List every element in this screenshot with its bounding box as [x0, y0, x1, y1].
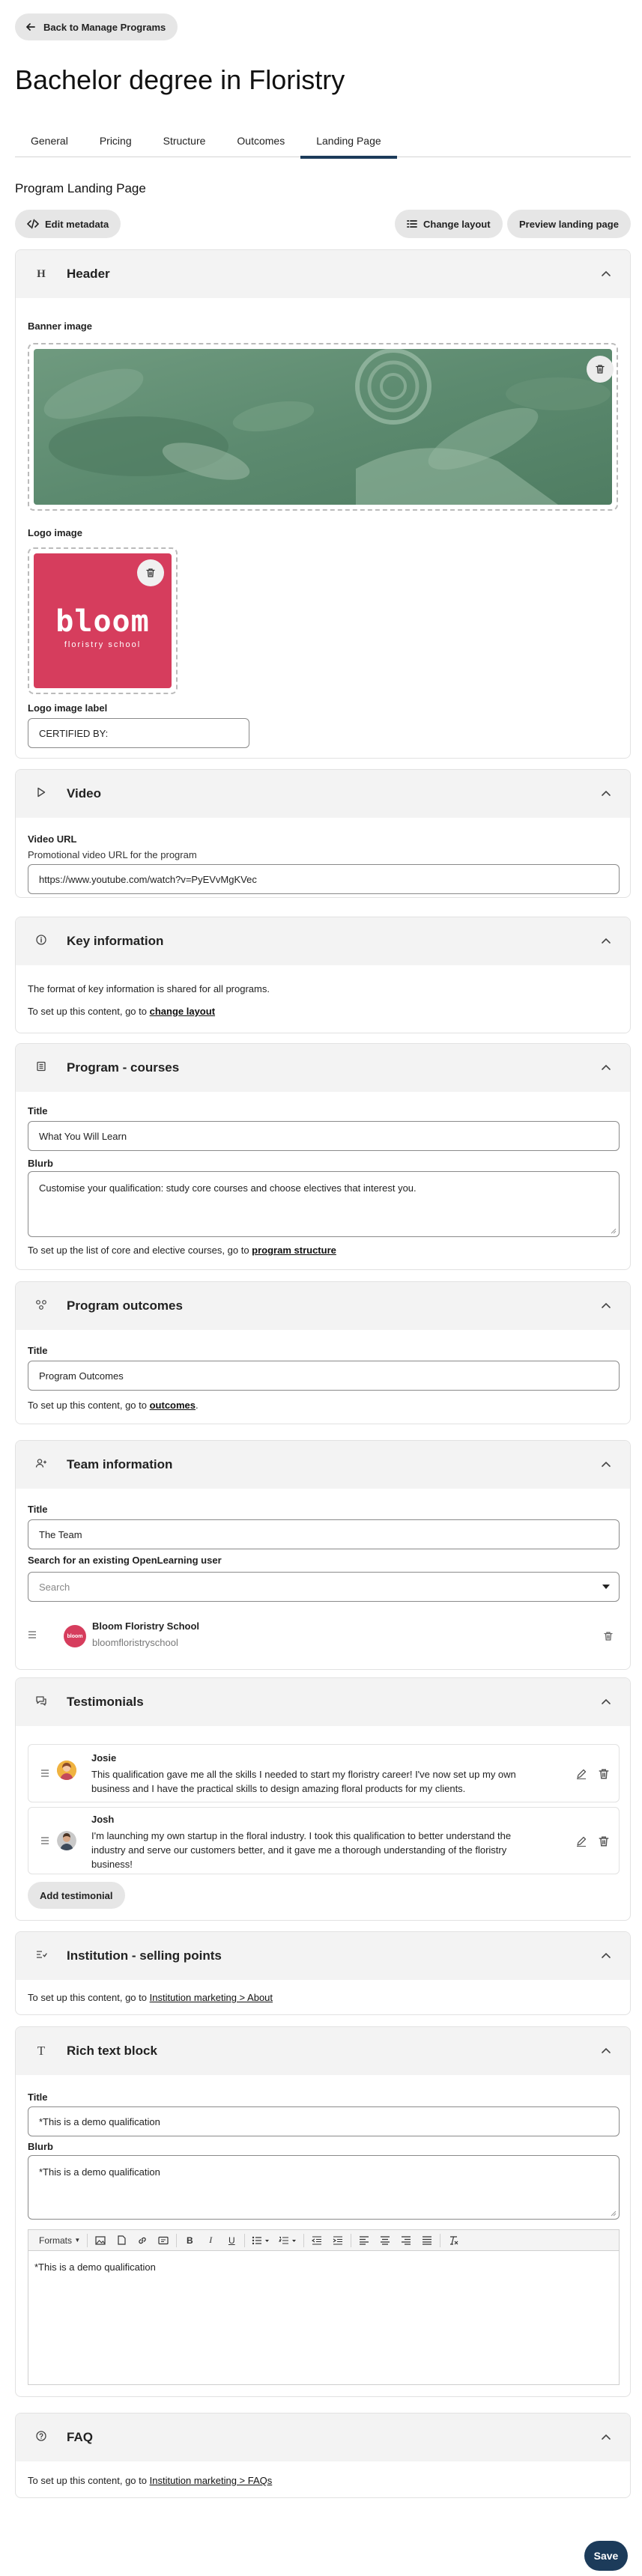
- key-information-section-head[interactable]: [16, 917, 630, 965]
- team-information-section: [15, 1440, 631, 1670]
- tab-general[interactable]: General: [31, 135, 68, 147]
- tab-landing-page[interactable]: Landing Page: [300, 127, 396, 157]
- preview-landing-page-label: Preview landing page: [519, 218, 619, 230]
- formats-label: Formats: [39, 2235, 73, 2246]
- toolbar-divider: [87, 2234, 88, 2247]
- clear-format-icon[interactable]: [443, 2230, 464, 2251]
- faq-footer-prefix: To set up this content, go to: [28, 2475, 150, 2486]
- bold-icon[interactable]: B: [186, 2235, 193, 2246]
- courses-blurb-text: Customise your qualification: study core courses and choose electives that interest you.: [39, 1182, 417, 1194]
- logo-brand-text: bloom: [55, 604, 150, 639]
- team-title-label: Title: [28, 1504, 48, 1515]
- question-icon: [34, 2431, 49, 2444]
- courses-footer: [28, 1245, 336, 1256]
- key-information-footer-prefix: To set up this content, go to: [28, 1006, 150, 1017]
- align-justify-icon[interactable]: [417, 2230, 437, 2251]
- change-layout-button[interactable]: [395, 210, 503, 238]
- testimonial-name: Josh: [91, 1814, 115, 1825]
- testimonial-card: [28, 1807, 620, 1874]
- rich-text-editor[interactable]: *This is a demo qualification: [28, 2250, 620, 2385]
- team-information-section-head[interactable]: [16, 1441, 630, 1489]
- courses-footer-prefix: To set up the list of core and elective courses, go to: [28, 1245, 252, 1256]
- tab-bar: [15, 127, 631, 157]
- team-member-handle: bloomfloristryschool: [92, 1637, 178, 1648]
- team-information-section-title: Team information: [67, 1457, 173, 1471]
- program-outcomes-section-title: Program outcomes: [67, 1298, 183, 1313]
- back-button-label: Back to Manage Programs: [43, 21, 166, 33]
- team-member-avatar-text: bloom: [67, 1633, 83, 1639]
- arrow-left-icon: [25, 22, 36, 32]
- back-button[interactable]: [15, 13, 178, 40]
- chevron-up-icon[interactable]: [599, 1948, 614, 1963]
- banner-image: [34, 349, 612, 505]
- align-center-icon[interactable]: [375, 2230, 396, 2251]
- testimonials-section-title: Testimonials: [67, 1695, 144, 1709]
- faq-section-title: FAQ: [67, 2430, 93, 2444]
- team-member-name: Bloom Floristry School: [92, 1620, 200, 1632]
- logo-image-label: Logo image: [28, 527, 82, 538]
- testimonial-avatar: [57, 1831, 76, 1850]
- team-member-row: [28, 1617, 620, 1655]
- courses-blurb-label: Blurb: [28, 1158, 53, 1169]
- selling-points-footer-prefix: To set up this content, go to: [28, 1992, 150, 2003]
- rich-title-input[interactable]: *This is a demo qualification: [28, 2106, 620, 2136]
- logo-sub-text: floristry school: [64, 640, 142, 649]
- rich-title-label: Title: [28, 2092, 48, 2103]
- outcomes-footer-prefix: To set up this content, go to: [28, 1400, 150, 1411]
- resize-handle-icon[interactable]: [609, 2209, 617, 2217]
- faq-footer: [28, 2475, 272, 2486]
- courses-title-label: Title: [28, 1105, 48, 1117]
- text-icon: T: [37, 2044, 46, 2058]
- testimonials-section: [15, 1677, 631, 1921]
- toolbar-divider: [244, 2234, 245, 2247]
- chevron-up-icon[interactable]: [599, 786, 614, 801]
- italic-icon[interactable]: I: [209, 2235, 213, 2245]
- outcomes-footer: [28, 1400, 199, 1411]
- link-icon[interactable]: [132, 2230, 153, 2251]
- program-courses-section-head[interactable]: [16, 1044, 630, 1092]
- selling-points-section-title: Institution - selling points: [67, 1948, 222, 1963]
- align-right-icon[interactable]: [396, 2230, 417, 2251]
- faq-section: [15, 2413, 631, 2498]
- image-icon[interactable]: [90, 2230, 111, 2251]
- save-button[interactable]: Save: [584, 2541, 628, 2571]
- faq-section-head[interactable]: [16, 2414, 630, 2461]
- header-section-head[interactable]: [16, 250, 630, 298]
- video-section: [15, 769, 631, 898]
- outcomes-title-label: Title: [28, 1345, 48, 1356]
- key-information-footer: [28, 1006, 215, 1017]
- drag-handle-icon[interactable]: [40, 1770, 49, 1777]
- selling-points-section-head[interactable]: [16, 1932, 630, 1980]
- selling-points-section: [15, 1931, 631, 2015]
- trash-icon[interactable]: [598, 1835, 610, 1847]
- video-section-head[interactable]: [16, 770, 630, 818]
- key-information-section-title: Key information: [67, 934, 164, 948]
- add-testimonial-button[interactable]: Add testimonial: [28, 1882, 125, 1909]
- video-url-help: Promotional video URL for the program: [28, 849, 197, 860]
- banner-image-label: Banner image: [28, 321, 92, 332]
- rich-text-block-section: [15, 2026, 631, 2397]
- team-member-avatar: [64, 1625, 86, 1647]
- toolbar-divider: [303, 2234, 304, 2247]
- change-layout-label: Change layout: [423, 218, 491, 230]
- caret-down-icon: [602, 1585, 610, 1590]
- header-section-title: Header: [67, 267, 110, 281]
- video-section-title: Video: [67, 786, 101, 801]
- edit-metadata-button[interactable]: [15, 210, 121, 238]
- selling-points-footer: [28, 1992, 273, 2003]
- tab-pricing[interactable]: Pricing: [99, 135, 132, 147]
- chevron-up-icon[interactable]: [599, 934, 614, 949]
- logo-image-label-field-label: Logo image label: [28, 702, 108, 714]
- chat-icon: [34, 1695, 49, 1709]
- banner-delete-button[interactable]: [587, 356, 614, 383]
- program-outcomes-section: [15, 1281, 631, 1424]
- chevron-up-icon[interactable]: [599, 1298, 614, 1313]
- tab-outcomes[interactable]: Outcomes: [237, 135, 285, 147]
- resize-handle-icon[interactable]: [609, 1227, 617, 1234]
- outdent-icon[interactable]: [306, 2230, 327, 2251]
- testimonial-card: [28, 1744, 620, 1802]
- trash-icon: [145, 568, 156, 578]
- heading-icon: H: [37, 267, 46, 280]
- key-information-text: The format of key information is shared for all programs.: [28, 983, 270, 994]
- trash-icon[interactable]: [603, 1631, 614, 1641]
- info-icon: [34, 935, 49, 948]
- edit-icon[interactable]: [575, 1835, 587, 1847]
- program-courses-section-title: Program - courses: [67, 1060, 180, 1075]
- program-structure-link[interactable]: program structure: [252, 1245, 336, 1256]
- institution-faqs-link[interactable]: Institution marketing > FAQs: [149, 2475, 273, 2486]
- numbered-list-icon[interactable]: [274, 2230, 301, 2251]
- program-courses-section: [15, 1043, 631, 1270]
- outcomes-title-input[interactable]: Program Outcomes: [28, 1361, 620, 1391]
- book-icon: [34, 1061, 49, 1075]
- chevron-up-icon[interactable]: [599, 2430, 614, 2445]
- drag-handle-icon[interactable]: [28, 1631, 37, 1638]
- align-left-icon[interactable]: [354, 2230, 375, 2251]
- header-section: [15, 249, 631, 759]
- rich-blurb-textarea[interactable]: [28, 2155, 620, 2220]
- embed-icon[interactable]: [153, 2230, 174, 2251]
- change-layout-link[interactable]: change layout: [149, 1006, 216, 1017]
- video-url-label: Video URL: [28, 833, 77, 845]
- courses-title-input[interactable]: What You Will Learn: [28, 1121, 620, 1151]
- page-title: Bachelor degree in Floristry: [15, 64, 345, 95]
- outcomes-icon: [34, 1299, 49, 1313]
- chevron-up-icon[interactable]: [599, 1457, 614, 1472]
- toolbar-divider: [176, 2234, 177, 2247]
- underline-icon[interactable]: U: [228, 2235, 235, 2246]
- chevron-up-icon[interactable]: [599, 267, 614, 282]
- users-icon: [34, 1458, 49, 1471]
- key-information-section: [15, 917, 631, 1033]
- badge-icon: [34, 1949, 49, 1963]
- bullet-list-icon[interactable]: [247, 2230, 274, 2251]
- preview-landing-page-button[interactable]: [507, 210, 631, 238]
- edit-metadata-label: Edit metadata: [45, 218, 109, 230]
- drag-handle-icon[interactable]: [40, 1837, 49, 1844]
- institution-about-link[interactable]: Institution marketing > About: [149, 1992, 273, 2003]
- formats-dropdown[interactable]: [34, 2230, 85, 2251]
- logo-image-label-input[interactable]: CERTIFIED BY:: [28, 718, 249, 748]
- trash-icon[interactable]: [598, 1768, 610, 1780]
- testimonial-quote: This qualification gave me all the skills I needed to start my floristry career! I've now set up my own business and I have the practical skills to design amazing floral products for my clients.: [91, 1769, 516, 1794]
- program-outcomes-section-head[interactable]: [16, 1282, 630, 1330]
- editor-toolbar: [28, 2229, 620, 2250]
- team-title-input[interactable]: The Team: [28, 1519, 620, 1549]
- team-search-placeholder: Search: [39, 1581, 70, 1593]
- landing-page-heading: Program Landing Page: [15, 181, 146, 195]
- courses-blurb-textarea[interactable]: [28, 1171, 620, 1237]
- team-search-label: Search for an existing OpenLearning user: [28, 1555, 222, 1566]
- testimonials-section-head[interactable]: [16, 1678, 630, 1726]
- rich-blurb-text: *This is a demo qualification: [39, 2166, 160, 2178]
- chevron-up-icon[interactable]: [599, 1060, 614, 1075]
- video-url-input[interactable]: https://www.youtube.com/watch?v=PyEVvMgKVec: [28, 864, 620, 894]
- outcomes-footer-suffix: .: [196, 1400, 199, 1411]
- edit-icon[interactable]: [575, 1768, 587, 1780]
- code-icon: [27, 219, 39, 229]
- testimonial-quote: I'm launching my own startup in the floral industry. I took this qualification to better understand the industry and serve our customers better, and it gave me a thorough understanding of the floristry business!: [91, 1830, 512, 1870]
- testimonial-avatar: [57, 1761, 76, 1780]
- rich-blurb-label: Blurb: [28, 2141, 53, 2152]
- caret-down-icon: ▼: [74, 2237, 81, 2244]
- chevron-up-icon[interactable]: [599, 1695, 614, 1710]
- play-icon: [34, 787, 49, 801]
- logo-delete-button[interactable]: [137, 559, 164, 586]
- rich-text-block-section-head[interactable]: [16, 2027, 630, 2075]
- list-icon: [407, 219, 417, 228]
- tab-structure[interactable]: Structure: [163, 135, 206, 147]
- trash-icon: [595, 364, 605, 374]
- rich-text-block-section-title: Rich text block: [67, 2044, 157, 2058]
- testimonial-name: Josie: [91, 1752, 117, 1764]
- outcomes-link[interactable]: outcomes: [149, 1400, 196, 1411]
- indent-icon[interactable]: [327, 2230, 348, 2251]
- chevron-up-icon[interactable]: [599, 2044, 614, 2059]
- file-icon[interactable]: [111, 2230, 132, 2251]
- team-search-select[interactable]: [28, 1572, 620, 1602]
